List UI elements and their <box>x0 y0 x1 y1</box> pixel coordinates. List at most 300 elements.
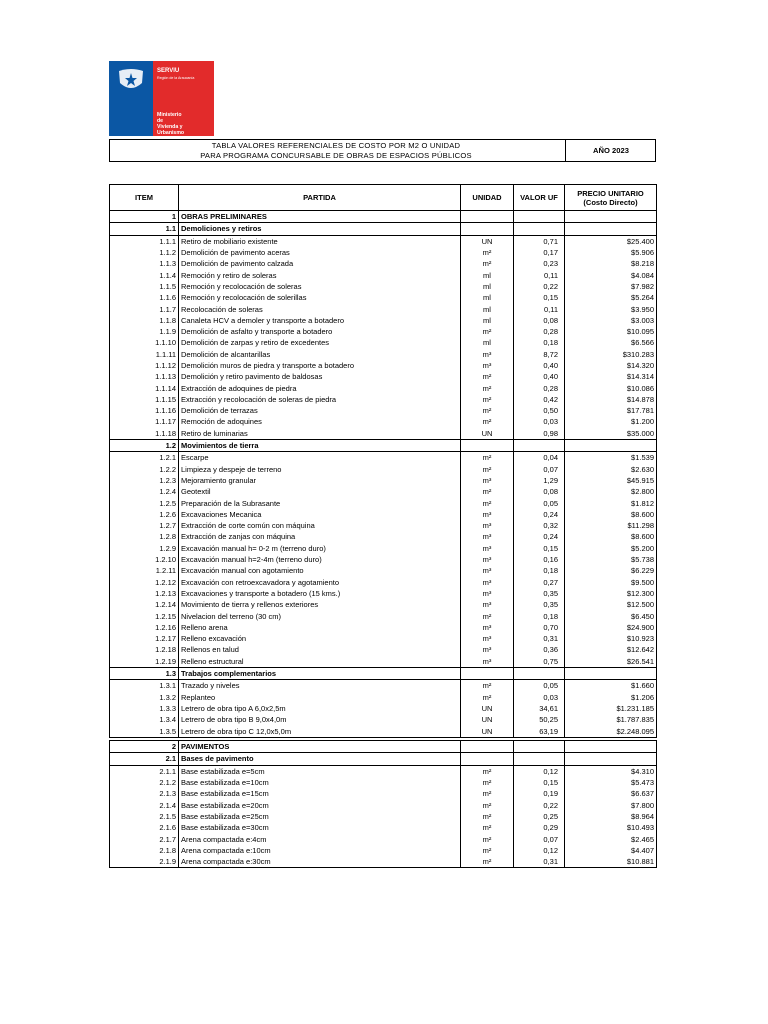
cell-unidad: m² <box>461 382 514 393</box>
cell-unidad: m² <box>461 405 514 416</box>
cell-precio: $5.200 <box>565 543 657 554</box>
cell-partida: Demolición de asfalto y transporte a botadero <box>179 326 461 337</box>
cell-item: 1 <box>110 211 179 223</box>
table-body-section-1 <box>110 211 657 738</box>
cell-item: 2.1.1 <box>110 765 179 777</box>
table-row <box>110 822 657 833</box>
cell-unidad: m³ <box>461 599 514 610</box>
cell-item: 1.1.2 <box>110 247 179 258</box>
cell-item: 1.2.17 <box>110 633 179 644</box>
cell-precio: $5.473 <box>565 777 657 788</box>
header-title-line-2: PARA PROGRAMA CONCURSABLE DE OBRAS DE ESPACIOS PÚBLICOS <box>200 151 472 160</box>
cell-item: 2.1 <box>110 753 179 765</box>
table-row <box>110 303 657 314</box>
cell-item: 1.2.5 <box>110 497 179 508</box>
cell-item: 1.1.7 <box>110 303 179 314</box>
cell-partida: Arena compactada e:30cm <box>179 856 461 868</box>
cell-valor-uf: 0,22 <box>514 799 565 810</box>
cell-valor-uf: 0,04 <box>514 452 565 464</box>
cell-precio: $5.264 <box>565 292 657 303</box>
cell-valor-uf: 0,24 <box>514 509 565 520</box>
table-row <box>110 554 657 565</box>
cell-valor-uf <box>514 211 565 223</box>
cell-item: 1.2.15 <box>110 610 179 621</box>
cell-unidad: m³ <box>461 349 514 360</box>
cell-item: 1.1.11 <box>110 349 179 360</box>
cell-item: 2.1.2 <box>110 777 179 788</box>
cell-precio: $1.812 <box>565 497 657 508</box>
table-row <box>110 856 657 868</box>
table-row <box>110 691 657 702</box>
cell-valor-uf: 1,29 <box>514 475 565 486</box>
cell-valor-uf: 0,29 <box>514 822 565 833</box>
table-row <box>110 725 657 737</box>
cell-item: 1.2.3 <box>110 475 179 486</box>
cell-unidad: m³ <box>461 644 514 655</box>
cell-partida: Excavaciones y transporte a botadero (15 kms.) <box>179 588 461 599</box>
table-row <box>110 452 657 464</box>
cell-partida: Relleno excavación <box>179 633 461 644</box>
cell-unidad: m³ <box>461 656 514 668</box>
cell-valor-uf: 0,98 <box>514 428 565 440</box>
cell-valor-uf: 50,25 <box>514 714 565 725</box>
cell-valor-uf: 0,31 <box>514 633 565 644</box>
cell-precio: $2.248.095 <box>565 725 657 737</box>
cell-valor-uf <box>514 741 565 753</box>
cell-item: 2.1.5 <box>110 811 179 822</box>
cell-valor-uf: 0,28 <box>514 382 565 393</box>
cell-partida: Replanteo <box>179 691 461 702</box>
cell-unidad: UN <box>461 235 514 247</box>
cell-unidad: m² <box>461 497 514 508</box>
cell-item: 2.1.9 <box>110 856 179 868</box>
table-row <box>110 520 657 531</box>
cell-precio: $1.200 <box>565 416 657 427</box>
cell-partida: Excavación con retroexcavadora y agotamiento <box>179 577 461 588</box>
cell-valor-uf: 0,36 <box>514 644 565 655</box>
table-row <box>110 565 657 576</box>
cell-partida: Extracción de corte común con máquina <box>179 520 461 531</box>
cell-partida: Arena compactada e:10cm <box>179 845 461 856</box>
cell-item: 1.1.13 <box>110 371 179 382</box>
cell-unidad: m³ <box>461 577 514 588</box>
cell-unidad: m² <box>461 680 514 692</box>
cell-partida: Demolición de terrazas <box>179 405 461 416</box>
cell-item: 1.2.11 <box>110 565 179 576</box>
table-row <box>110 235 657 247</box>
cell-partida: Base estabilizada e=5cm <box>179 765 461 777</box>
cell-partida: Demoliciones y retiros <box>179 223 461 235</box>
cell-unidad: m² <box>461 765 514 777</box>
cell-valor-uf: 0,08 <box>514 486 565 497</box>
header-year: AÑO 2023 <box>565 140 656 161</box>
cell-valor-uf: 0,24 <box>514 531 565 542</box>
cell-unidad: m² <box>461 811 514 822</box>
table-row <box>110 360 657 371</box>
cell-item: 1.2.10 <box>110 554 179 565</box>
cell-precio <box>565 741 657 753</box>
cell-valor-uf: 0,18 <box>514 337 565 348</box>
cell-unidad: m² <box>461 822 514 833</box>
cell-item: 1.3 <box>110 667 179 679</box>
table-row <box>110 599 657 610</box>
cell-partida: Movimiento de tierra y rellenos exteriores <box>179 599 461 610</box>
cell-unidad: m² <box>461 486 514 497</box>
section-heading-row <box>110 741 657 753</box>
cell-item: 1.1.12 <box>110 360 179 371</box>
col-header-unidad: UNIDAD <box>461 185 514 211</box>
cell-precio: $6.566 <box>565 337 657 348</box>
cell-item: 1.2.6 <box>110 509 179 520</box>
cell-partida: Base estabilizada e=15cm <box>179 788 461 799</box>
cell-unidad: m² <box>461 799 514 810</box>
cell-valor-uf: 0,50 <box>514 405 565 416</box>
cell-precio: $1.539 <box>565 452 657 464</box>
cell-unidad <box>461 753 514 765</box>
logo-region: Región de la Araucanía <box>157 76 195 80</box>
table-row <box>110 788 657 799</box>
cell-partida: Base estabilizada e=20cm <box>179 799 461 810</box>
cell-item: 1.3.2 <box>110 691 179 702</box>
cell-valor-uf: 63,19 <box>514 725 565 737</box>
cell-valor-uf: 0,70 <box>514 622 565 633</box>
cell-valor-uf: 0,40 <box>514 360 565 371</box>
cell-precio: $8.218 <box>565 258 657 269</box>
cell-partida: Demolición de pavimento aceras <box>179 247 461 258</box>
cell-unidad: m³ <box>461 622 514 633</box>
cell-unidad: UN <box>461 703 514 714</box>
table-row <box>110 416 657 427</box>
cell-valor-uf: 0,71 <box>514 235 565 247</box>
cell-partida: Letrero de obra tipo A 6,0x2,5m <box>179 703 461 714</box>
cell-partida: Escarpe <box>179 452 461 464</box>
price-table-section-2 <box>109 740 657 868</box>
table-row <box>110 486 657 497</box>
cell-unidad: m² <box>461 777 514 788</box>
cell-unidad: m² <box>461 371 514 382</box>
cell-item: 1.2.18 <box>110 644 179 655</box>
cell-partida: Nivelacion del terreno (30 cm) <box>179 610 461 621</box>
cell-valor-uf: 0,03 <box>514 691 565 702</box>
section-heading-row <box>110 439 657 451</box>
cell-valor-uf: 0,18 <box>514 565 565 576</box>
cell-item: 1.2.16 <box>110 622 179 633</box>
cell-partida: Limpieza y despeje de terreno <box>179 464 461 475</box>
cell-precio: $10.086 <box>565 382 657 393</box>
cell-partida: Excavación manual h= 0-2 m (terreno duro) <box>179 543 461 554</box>
table-row <box>110 394 657 405</box>
table-row <box>110 292 657 303</box>
coat-of-arms-icon <box>115 67 147 95</box>
cell-partida: Remoción y retiro de soleras <box>179 269 461 280</box>
cell-precio: $7.800 <box>565 799 657 810</box>
section-heading-row <box>110 667 657 679</box>
cell-partida: OBRAS PRELIMINARES <box>179 211 461 223</box>
table-row <box>110 315 657 326</box>
cell-unidad: m³ <box>461 543 514 554</box>
cell-valor-uf: 0,16 <box>514 554 565 565</box>
cell-valor-uf: 0,05 <box>514 680 565 692</box>
cell-precio: $7.982 <box>565 281 657 292</box>
cell-precio: $1.206 <box>565 691 657 702</box>
cell-valor-uf: 0,35 <box>514 599 565 610</box>
table-row <box>110 382 657 393</box>
table-row <box>110 258 657 269</box>
cell-partida: Base estabilizada e=10cm <box>179 777 461 788</box>
cell-partida: Canaleta HCV a demoler y transporte a botadero <box>179 315 461 326</box>
cell-unidad: m² <box>461 452 514 464</box>
cell-partida: Preparación de la Subrasante <box>179 497 461 508</box>
cell-unidad: ml <box>461 337 514 348</box>
table-row <box>110 656 657 668</box>
cell-item: 2 <box>110 741 179 753</box>
cell-precio <box>565 211 657 223</box>
table-row <box>110 428 657 440</box>
cell-precio: $3.950 <box>565 303 657 314</box>
cell-valor-uf: 0,12 <box>514 765 565 777</box>
cell-unidad: ml <box>461 303 514 314</box>
table-row <box>110 371 657 382</box>
cell-unidad: m² <box>461 833 514 844</box>
cell-precio: $6.450 <box>565 610 657 621</box>
cell-valor-uf: 0,07 <box>514 464 565 475</box>
cell-precio <box>565 667 657 679</box>
cell-item: 1.2.4 <box>110 486 179 497</box>
cell-valor-uf: 8,72 <box>514 349 565 360</box>
cell-precio: $25.400 <box>565 235 657 247</box>
cell-unidad: m³ <box>461 475 514 486</box>
table-row <box>110 509 657 520</box>
cell-partida: Relleno arena <box>179 622 461 633</box>
cell-precio: $9.500 <box>565 577 657 588</box>
cell-unidad: UN <box>461 714 514 725</box>
table-row <box>110 765 657 777</box>
cell-partida: Base estabilizada e=25cm <box>179 811 461 822</box>
cell-unidad: m² <box>461 788 514 799</box>
cell-item: 1.1.17 <box>110 416 179 427</box>
cell-partida: Demolición de pavimento calzada <box>179 258 461 269</box>
cell-unidad: UN <box>461 428 514 440</box>
cell-unidad: m³ <box>461 588 514 599</box>
cell-valor-uf: 0,12 <box>514 845 565 856</box>
cell-unidad <box>461 667 514 679</box>
table-row <box>110 714 657 725</box>
cell-valor-uf: 0,25 <box>514 811 565 822</box>
cell-valor-uf <box>514 439 565 451</box>
table-row <box>110 497 657 508</box>
cell-valor-uf: 0,22 <box>514 281 565 292</box>
cell-item: 1.1.5 <box>110 281 179 292</box>
cell-valor-uf: 0,31 <box>514 856 565 868</box>
table-row <box>110 680 657 692</box>
cell-precio: $310.283 <box>565 349 657 360</box>
cell-valor-uf: 0,03 <box>514 416 565 427</box>
cell-valor-uf: 0,11 <box>514 303 565 314</box>
cell-precio: $8.600 <box>565 509 657 520</box>
cell-precio: $35.000 <box>565 428 657 440</box>
table-row <box>110 610 657 621</box>
cell-unidad: m³ <box>461 554 514 565</box>
cell-unidad: m³ <box>461 565 514 576</box>
cell-precio: $12.642 <box>565 644 657 655</box>
cell-item: 1.2 <box>110 439 179 451</box>
table-row <box>110 633 657 644</box>
cell-partida: Rellenos en talud <box>179 644 461 655</box>
cell-item: 2.1.8 <box>110 845 179 856</box>
cell-precio: $11.298 <box>565 520 657 531</box>
cell-partida: Remoción y recolocación de soleras <box>179 281 461 292</box>
cell-partida: Arena compactada e:4cm <box>179 833 461 844</box>
section-heading-row <box>110 211 657 223</box>
cell-precio <box>565 223 657 235</box>
cell-precio: $5.738 <box>565 554 657 565</box>
serviu-logo <box>109 61 214 136</box>
cell-precio: $1.231.185 <box>565 703 657 714</box>
cell-precio: $10.881 <box>565 856 657 868</box>
cell-valor-uf: 0,28 <box>514 326 565 337</box>
table-row <box>110 281 657 292</box>
cell-partida: Extracción de zanjas con máquina <box>179 531 461 542</box>
cell-valor-uf: 34,61 <box>514 703 565 714</box>
cell-item: 1.2.12 <box>110 577 179 588</box>
document-header <box>109 139 656 162</box>
cell-partida: Excavación manual h=2-4m (terreno duro) <box>179 554 461 565</box>
cell-item: 2.1.6 <box>110 822 179 833</box>
cell-precio: $10.493 <box>565 822 657 833</box>
cell-unidad: m² <box>461 326 514 337</box>
logo-red-block <box>153 61 214 136</box>
cell-partida: Relleno estructural <box>179 656 461 668</box>
cell-partida: Extracción de adoquines de piedra <box>179 382 461 393</box>
cell-partida: Demolición muros de piedra y transporte a botadero <box>179 360 461 371</box>
table-row <box>110 326 657 337</box>
section-heading-row <box>110 223 657 235</box>
cell-item: 1.1.4 <box>110 269 179 280</box>
cell-item: 1.2.14 <box>110 599 179 610</box>
cell-partida: Remoción y recolocación de solerillas <box>179 292 461 303</box>
table-row <box>110 464 657 475</box>
table-row <box>110 269 657 280</box>
cell-valor-uf: 0,42 <box>514 394 565 405</box>
cell-precio: $8.964 <box>565 811 657 822</box>
cell-precio: $8.600 <box>565 531 657 542</box>
cell-precio: $12.300 <box>565 588 657 599</box>
cell-unidad: m³ <box>461 520 514 531</box>
logo-blue-block <box>109 61 153 136</box>
table-row <box>110 577 657 588</box>
table-row <box>110 777 657 788</box>
cell-unidad <box>461 223 514 235</box>
cell-item: 1.3.5 <box>110 725 179 737</box>
cell-unidad: m² <box>461 416 514 427</box>
col-header-item: ITEM <box>110 185 179 211</box>
cell-precio: $17.781 <box>565 405 657 416</box>
cell-partida: Geotextil <box>179 486 461 497</box>
cell-partida: Remoción de adoquines <box>179 416 461 427</box>
cell-precio: $2.465 <box>565 833 657 844</box>
cell-unidad: m³ <box>461 531 514 542</box>
table-row <box>110 588 657 599</box>
cell-unidad: m² <box>461 394 514 405</box>
cell-valor-uf: 0,08 <box>514 315 565 326</box>
cell-precio: $6.637 <box>565 788 657 799</box>
cell-partida: PAVIMENTOS <box>179 741 461 753</box>
section-heading-row <box>110 753 657 765</box>
cell-item: 1.2.19 <box>110 656 179 668</box>
cell-item: 1.2.8 <box>110 531 179 542</box>
table-row <box>110 799 657 810</box>
price-table-section-1 <box>109 184 657 738</box>
cell-unidad: m² <box>461 845 514 856</box>
cell-partida: Excavaciones Mecanica <box>179 509 461 520</box>
cell-unidad: m² <box>461 856 514 868</box>
table-body-section-2 <box>110 741 657 868</box>
cell-unidad: m² <box>461 258 514 269</box>
cell-item: 1.1.1 <box>110 235 179 247</box>
cell-unidad: m² <box>461 610 514 621</box>
cell-partida: Letrero de obra tipo C 12,0x5,0m <box>179 725 461 737</box>
cell-valor-uf: 0,15 <box>514 292 565 303</box>
cell-unidad: m² <box>461 247 514 258</box>
table-row <box>110 531 657 542</box>
cell-partida: Bases de pavimento <box>179 753 461 765</box>
cell-partida: Retiro de luminarias <box>179 428 461 440</box>
cell-precio: $14.320 <box>565 360 657 371</box>
cell-partida: Movimientos de tierra <box>179 439 461 451</box>
cell-unidad: m³ <box>461 360 514 371</box>
cell-item: 1.2.9 <box>110 543 179 554</box>
cell-unidad <box>461 741 514 753</box>
cell-valor-uf: 0,07 <box>514 833 565 844</box>
cell-unidad <box>461 211 514 223</box>
col-header-partida: PARTIDA <box>179 185 461 211</box>
cell-valor-uf: 0,15 <box>514 777 565 788</box>
cell-item: 1.1.3 <box>110 258 179 269</box>
cell-precio: $26.541 <box>565 656 657 668</box>
cell-valor-uf <box>514 753 565 765</box>
cell-item: 1.1.9 <box>110 326 179 337</box>
cell-precio: $4.310 <box>565 765 657 777</box>
cell-unidad: m³ <box>461 509 514 520</box>
table-row <box>110 845 657 856</box>
table-row <box>110 247 657 258</box>
header-title-line-1: TABLA VALORES REFERENCIALES DE COSTO POR M2 O UNIDAD <box>211 141 461 150</box>
cell-precio: $3.003 <box>565 315 657 326</box>
cell-precio: $10.095 <box>565 326 657 337</box>
cell-partida: Demolición de alcantarillas <box>179 349 461 360</box>
cell-precio: $1.660 <box>565 680 657 692</box>
table-row <box>110 475 657 486</box>
cell-valor-uf: 0,17 <box>514 247 565 258</box>
table-row <box>110 644 657 655</box>
cell-precio: $4.084 <box>565 269 657 280</box>
cell-partida: Base estabilizada e=30cm <box>179 822 461 833</box>
col-header-valor-uf: VALOR UF <box>514 185 565 211</box>
cell-valor-uf: 0,11 <box>514 269 565 280</box>
table-row <box>110 543 657 554</box>
cell-item: 1.3.3 <box>110 703 179 714</box>
cell-valor-uf: 0,35 <box>514 588 565 599</box>
logo-org: SERVIU <box>157 68 180 74</box>
cell-partida: Letrero de obra tipo B 9,0x4,0m <box>179 714 461 725</box>
cell-item: 1.2.1 <box>110 452 179 464</box>
cell-unidad: m³ <box>461 633 514 644</box>
cell-precio: $4.407 <box>565 845 657 856</box>
cell-item: 1.2.13 <box>110 588 179 599</box>
cell-unidad: ml <box>461 269 514 280</box>
cell-item: 1.1.6 <box>110 292 179 303</box>
cell-item: 1.1 <box>110 223 179 235</box>
